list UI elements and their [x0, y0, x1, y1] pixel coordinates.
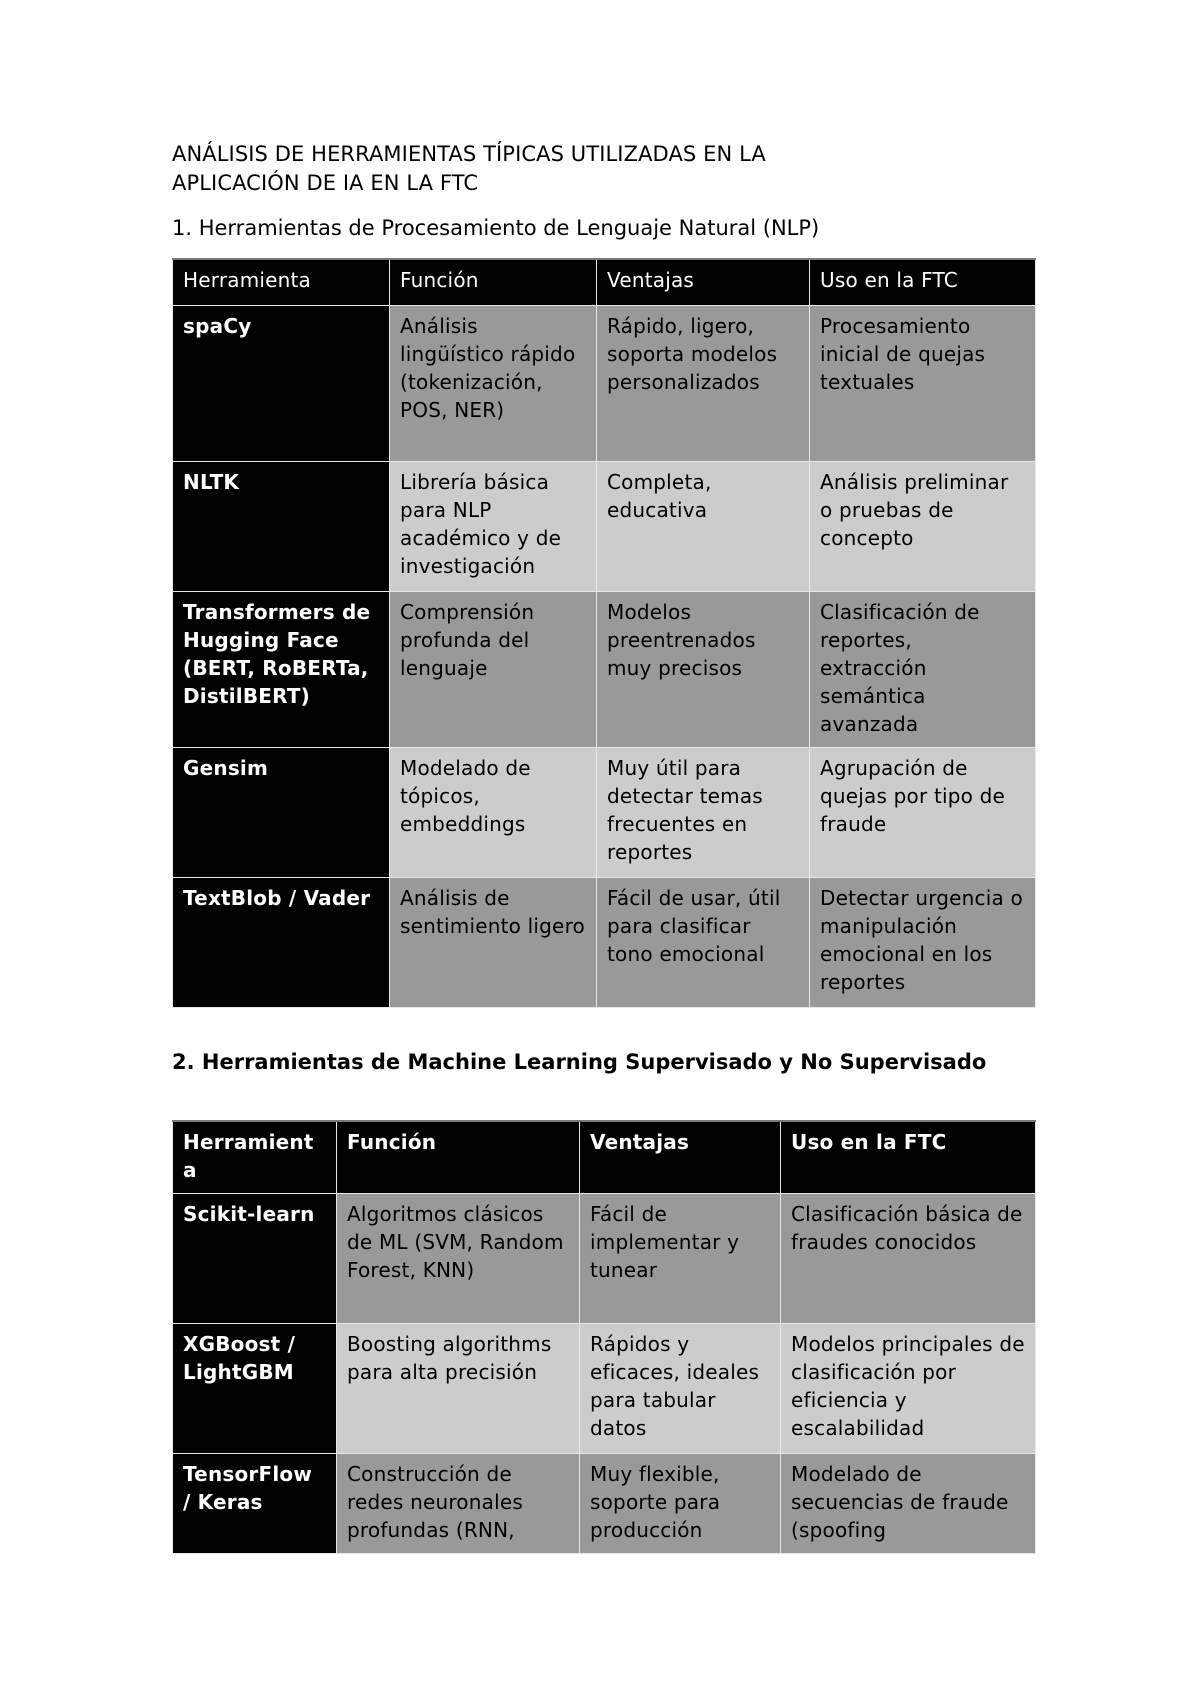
table-row: [173, 461, 1036, 591]
use-cell: Modelado de secuencias de fraude (spoofing: [781, 1453, 1036, 1553]
column-header-advantages: Ventajas: [580, 1121, 781, 1193]
advantages-cell: Rápido, ligero, soporta modelos personalizados: [597, 305, 810, 461]
section-1-title: 1. Herramientas de Procesamiento de Lenguaje Natural (NLP): [172, 216, 820, 240]
advantages-cell: Muy flexible, soporte para producción: [580, 1453, 781, 1553]
function-cell: Librería básica para NLP académico y de investigación: [390, 461, 597, 591]
use-cell: Clasificación de reportes, extracción semántica avanzada: [810, 591, 1036, 747]
table-row: [173, 591, 1036, 747]
tool-cell: Scikit-learn: [173, 1193, 337, 1323]
column-header-use: Uso en la FTC: [810, 259, 1036, 305]
column-header-function: Función: [390, 259, 597, 305]
page-title: [172, 140, 1052, 198]
column-header-function: Función: [337, 1121, 580, 1193]
advantages-cell: Rápidos y eficaces, ideales para tabular datos: [580, 1323, 781, 1453]
column-header-tool: Herramienta: [173, 259, 390, 305]
tool-cell: TensorFlow / Keras: [173, 1453, 337, 1553]
nlp-tools-table: [172, 258, 1036, 1008]
use-cell: Modelos principales de clasificación por eficiencia y escalabilidad: [781, 1323, 1036, 1453]
function-cell: Boosting algorithms para alta precisión: [337, 1323, 580, 1453]
page-title-line-1: ANÁLISIS DE HERRAMIENTAS TÍPICAS UTILIZADAS EN LA: [172, 142, 766, 166]
table-row: [173, 747, 1036, 877]
function-cell: Análisis lingüístico rápido (tokenización, POS, NER): [390, 305, 597, 461]
function-cell: Algoritmos clásicos de ML (SVM, Random Forest, KNN): [337, 1193, 580, 1323]
advantages-cell: Muy útil para detectar temas frecuentes en reportes: [597, 747, 810, 877]
table-row: [173, 877, 1036, 1007]
advantages-cell: Completa, educativa: [597, 461, 810, 591]
table-header-row: [173, 1121, 1036, 1193]
use-cell: Detectar urgencia o manipulación emocional en los reportes: [810, 877, 1036, 1007]
use-cell: Análisis preliminar o pruebas de concepto: [810, 461, 1036, 591]
tool-cell: TextBlob / Vader: [173, 877, 390, 1007]
function-cell: Modelado de tópicos, embeddings: [390, 747, 597, 877]
advantages-cell: Fácil de implementar y tunear: [580, 1193, 781, 1323]
function-cell: Análisis de sentimiento ligero: [390, 877, 597, 1007]
advantages-cell: Modelos preentrenados muy precisos: [597, 591, 810, 747]
function-cell: Comprensión profunda del lenguaje: [390, 591, 597, 747]
use-cell: Clasificación básica de fraudes conocidos: [781, 1193, 1036, 1323]
table-header-row: [173, 259, 1036, 305]
table-row: [173, 305, 1036, 461]
use-cell: Agrupación de quejas por tipo de fraude: [810, 747, 1036, 877]
column-header-tool: Herramienta: [173, 1121, 337, 1193]
tool-cell: Transformers de Hugging Face (BERT, RoBERTa, DistilBERT): [173, 591, 390, 747]
column-header-advantages: Ventajas: [597, 259, 810, 305]
tool-cell: spaCy: [173, 305, 390, 461]
tool-cell: Gensim: [173, 747, 390, 877]
function-cell: Construcción de redes neuronales profundas (RNN,: [337, 1453, 580, 1553]
section-2-title: 2. Herramientas de Machine Learning Supervisado y No Supervisado: [172, 1050, 987, 1074]
tool-cell: XGBoost / LightGBM: [173, 1323, 337, 1453]
column-header-use: Uso en la FTC: [781, 1121, 1036, 1193]
tool-cell: NLTK: [173, 461, 390, 591]
page-title-line-2: APLICACIÓN DE IA EN LA FTC: [172, 171, 479, 195]
advantages-cell: Fácil de usar, útil para clasificar tono emocional: [597, 877, 810, 1007]
ml-tools-table: [172, 1120, 1036, 1554]
table-row: [173, 1323, 1036, 1453]
table-row: [173, 1453, 1036, 1553]
table-row: [173, 1193, 1036, 1323]
use-cell: Procesamiento inicial de quejas textuales: [810, 305, 1036, 461]
